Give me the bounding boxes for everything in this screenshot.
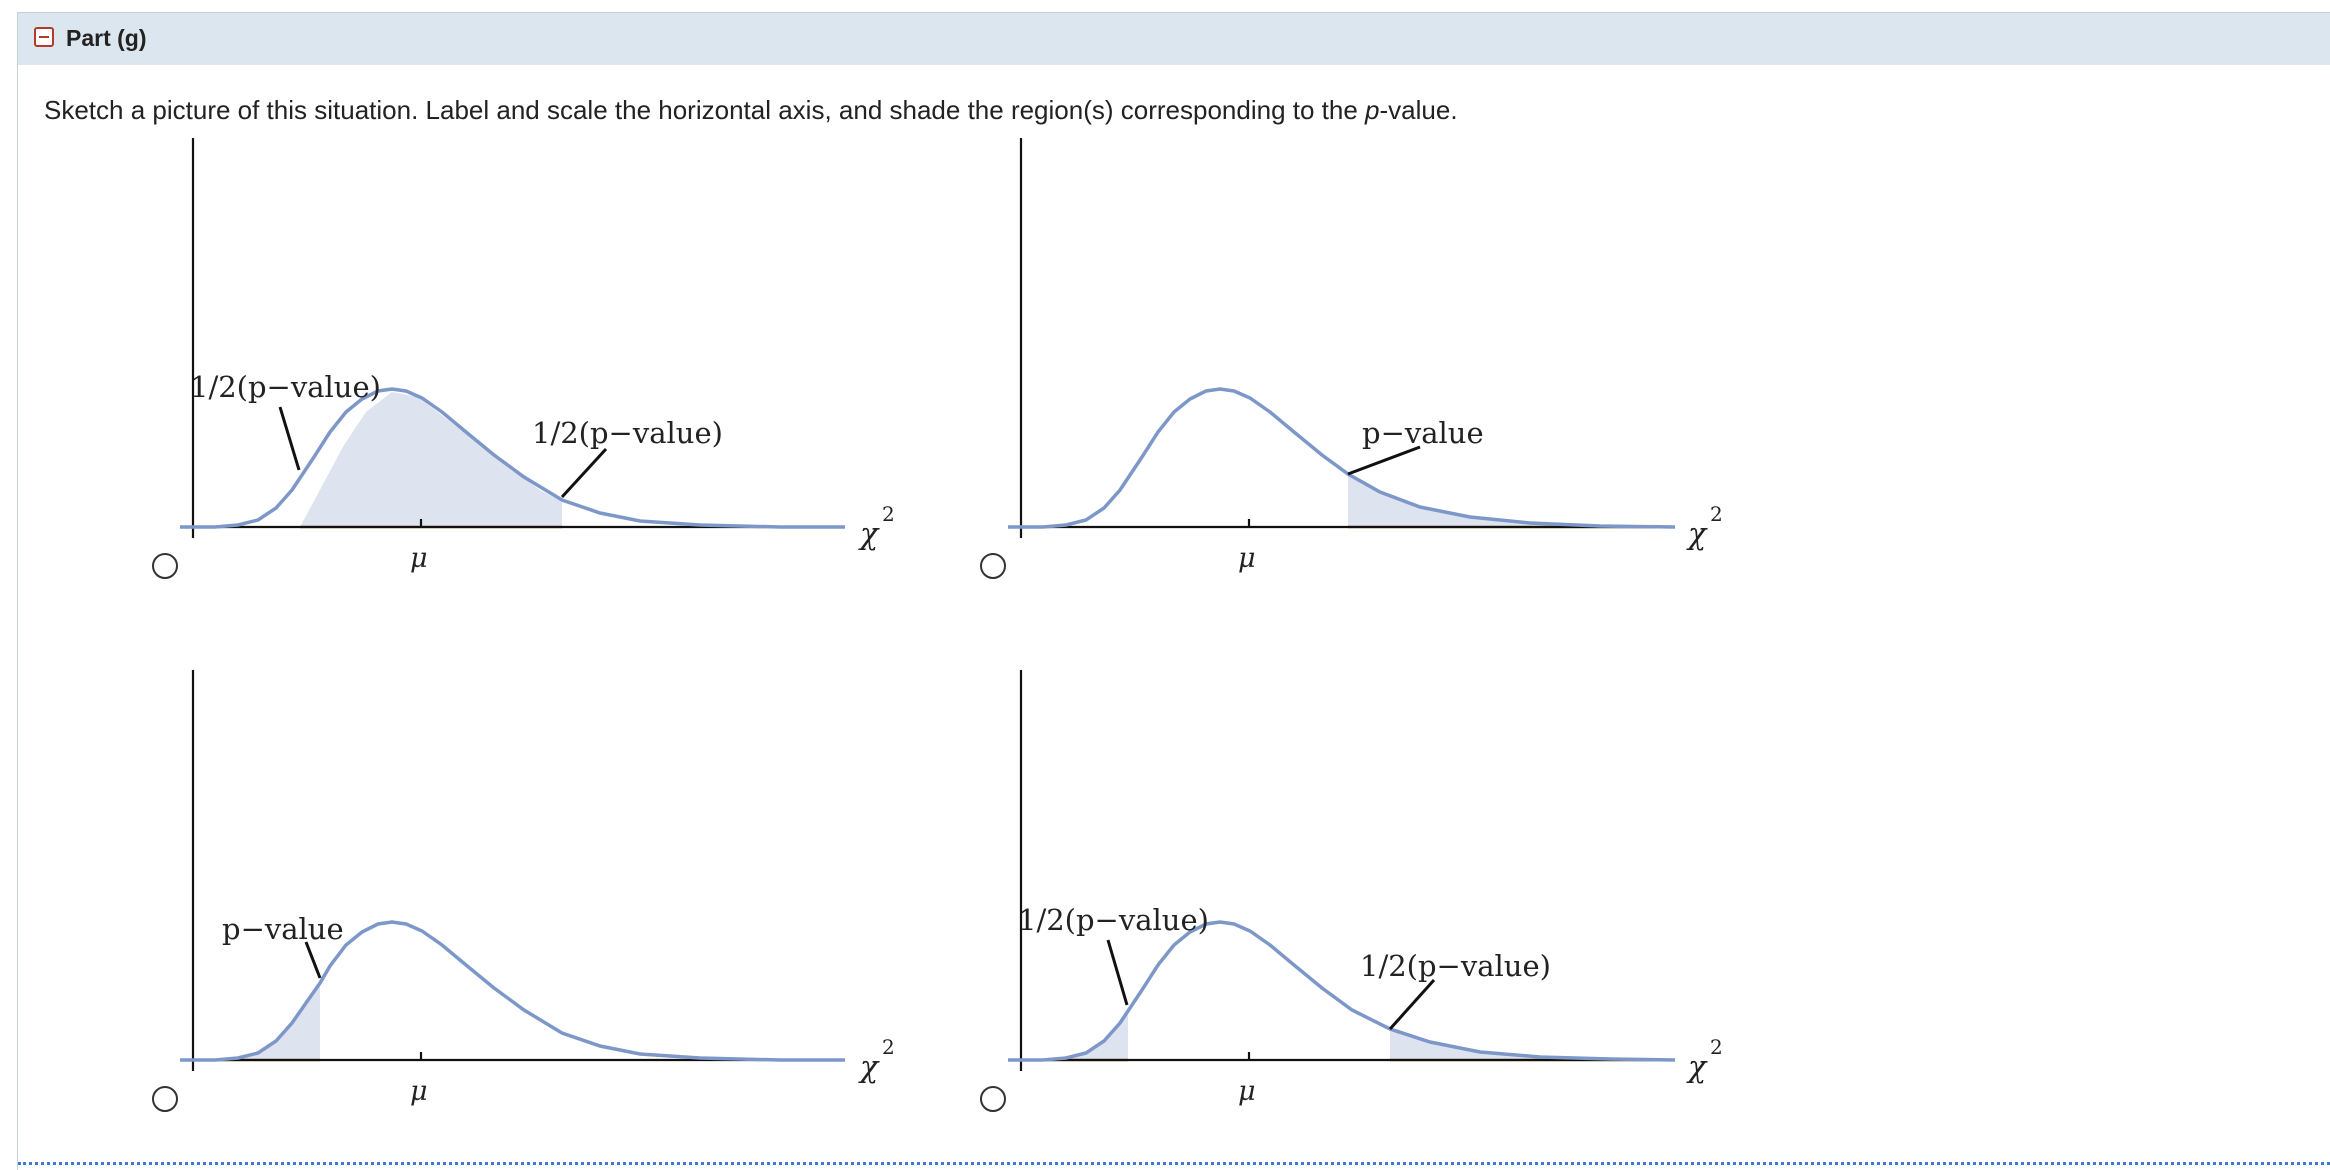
choice-a-mu-label: μ <box>410 543 428 574</box>
choice-c-axis-label: χ <box>860 1050 879 1085</box>
choice-d-graph <box>1008 670 1723 1107</box>
choice-b-leader <box>1348 447 1420 474</box>
choice-d-axis-label: χ <box>1688 1050 1707 1085</box>
choice-d-radio[interactable] <box>981 1087 1005 1111</box>
choice-c-label: p−value <box>222 912 344 946</box>
choice-b-axis-label: χ <box>1688 517 1707 552</box>
choice-c-leader <box>306 942 320 978</box>
choice-a-graph <box>180 138 895 574</box>
choice-b-shaded-region <box>1348 475 1675 527</box>
choice-d-mu-label: μ <box>1238 1076 1256 1107</box>
choice-a-left-leader <box>280 407 299 470</box>
section-divider <box>18 1162 2330 1165</box>
choice-a-shaded-region <box>300 392 562 527</box>
choice-c-shaded-region <box>180 983 320 1060</box>
instruction-text-end: -value. <box>1379 95 1458 125</box>
choice-a <box>153 138 895 578</box>
choice-a-right-label: 1/2(p−value) <box>532 416 723 450</box>
choice-d-axis-exponent: 2 <box>1710 1035 1723 1059</box>
choice-d-right-label: 1/2(p−value) <box>1360 949 1551 983</box>
choice-b-axis-exponent: 2 <box>1710 502 1723 526</box>
choice-a-radio[interactable] <box>153 554 177 578</box>
choice-d-left-leader <box>1108 940 1127 1005</box>
instruction-text-start: Sketch a picture of this situation. Label and scale the horizontal axis, and shade the region(s) corresponding to the <box>44 95 1366 125</box>
choice-c-graph <box>180 670 895 1107</box>
choice-b-label: p−value <box>1362 416 1484 450</box>
choice-b-graph <box>1008 138 1723 574</box>
instruction-text-italic: p <box>1365 95 1380 125</box>
choice-a-left-label: 1/2(p−value) <box>190 370 381 404</box>
choice-b <box>981 138 1723 578</box>
choice-b-density-curve <box>1008 389 1675 527</box>
choice-d <box>981 670 1723 1111</box>
choice-a-axis-label: χ <box>860 517 879 552</box>
choice-a-axis-exponent: 2 <box>882 502 895 526</box>
part-title: Part (g) <box>66 25 147 51</box>
choice-a-right-leader <box>562 449 606 497</box>
choice-c-radio[interactable] <box>153 1087 177 1111</box>
choice-c-mu-label: μ <box>410 1076 428 1107</box>
choice-d-left-label: 1/2(p−value) <box>1018 903 1209 937</box>
choice-b-mu-label: μ <box>1238 543 1256 574</box>
choice-d-right-leader <box>1390 980 1434 1029</box>
choice-b-radio[interactable] <box>981 554 1005 578</box>
choice-c <box>153 670 895 1111</box>
choice-c-axis-exponent: 2 <box>882 1035 895 1059</box>
